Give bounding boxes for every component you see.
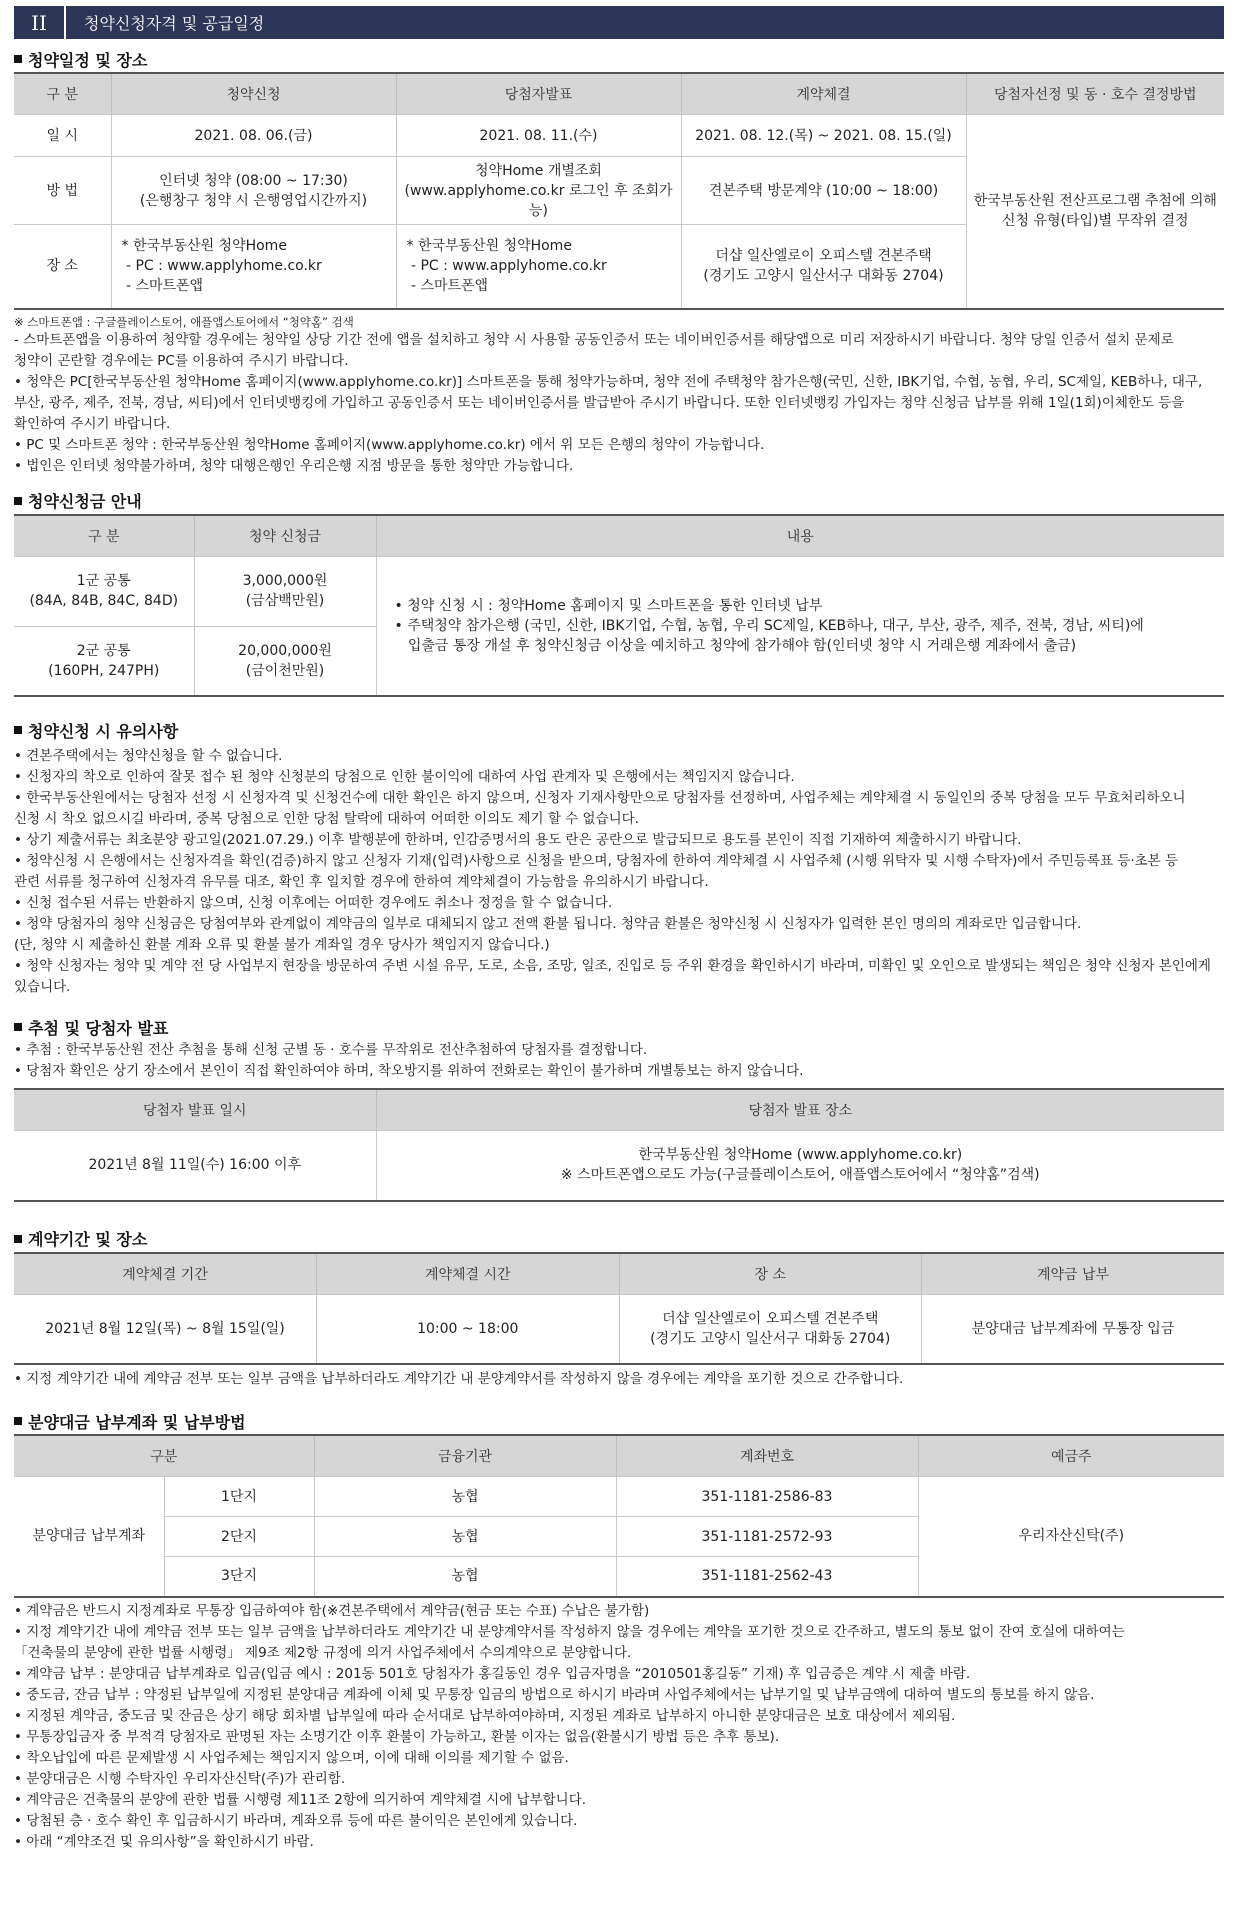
contract-cell: 2021. 08. 12.(목) ~ 2021. 08. 15.(일) [681,115,966,157]
note-item: • 중도금, 잔금 납부 : 약정된 납부일에 지정된 분양대금 계좌에 이체 및 무통장 입금의 방법으로 하시기 바라며 사업주체에서는 납부기일 및 납부금액에 대하여 별도의 통보를 하지 않음. [14,1686,1095,1703]
note-item: • 청약 신청자는 청약 및 계약 전 당 사업부지 현장을 방문하여 주변 시설 유무, 도로, 소음, 조망, 일조, 진입로 등 주위 환경을 확인하시기 바라며, 미확인 및 오인으로 발생되는 책임은 청약 신청자 본인에게 있습니다. [14,958,1211,995]
draw-section [14,1014,1224,1202]
note-item: • 청약 당첨자의 청약 신청금은 당첨여부와 관계없이 계약금의 일부로 대체되지 않고 전액 환불 됩니다. 청약금 환불은 청약신청 시 신청자가 입력한 본인 명의의 계좌로만 입금합니다. (단, 청약 시 제출하신 환불 계좌 오류 및 환불 불가 계좌일 경우 당사가 책임지지 않습니다.) [14,916,1082,953]
apply-cell: * 한국부동산원 청약Home - PC : www.applyhome.co.kr - 스마트폰앱 [111,225,396,309]
account-number-cell: 351-1181-2562-43 [616,1557,918,1597]
note-item: • 아래 “계약조건 및 유의사항”을 확인하시기 바람. [14,1833,314,1850]
note-item: • PC 및 스마트폰 청약 : 한국부동산원 청약Home 홈페이지(www.applyhome.co.kr) 에서 위 모든 은행의 청약이 가능합니다. [14,436,765,453]
note-item: • 분양대금은 시행 수탁자인 우리자산신탁(주)가 관리함. [14,1770,346,1787]
note-item: • 계약금은 건축물의 분양에 관한 법률 시행령 제11조 2항에 의거하여 계약체결 시에 납부합니다. [14,1791,587,1808]
table-header: 장 소 [619,1253,922,1295]
table-header: 구 분 [14,73,111,115]
contract-cell: 더샵 일산엘로이 오피스텔 견본주택 (경기도 고양시 일산서구 대화동 2704) [681,225,966,309]
heading-text: 청약신청 시 유의사항 [28,721,179,741]
contract-notes [14,1369,1224,1390]
note-item: • 계약금 납부 : 분양대금 납부계좌로 입금(입금 예시 : 201동 501호 당첨자가 홍길동인 경우 입금자명을 “2010501홍길동” 기재) 후 입금증은 계약 시 제출 바람. [14,1665,971,1682]
note-item: • 당첨자 확인은 상기 장소에서 본인이 직접 확인하여야 하며, 착오방지를 위하여 전화로는 확인이 불가하며 개별통보는 하지 않습니다. [14,1063,804,1079]
schedule-notes [14,330,1224,477]
table-header: 구분 [14,1435,314,1477]
table-header: 계약체결 [681,73,966,115]
section-title: 청약신청자격 및 공급일정 [84,14,265,33]
note-item: • 법인은 인터넷 청약불가하며, 청약 대행은행인 우리은행 지점 방문을 통한 청약만 가능합니다. [14,457,574,474]
table-header-row [14,1253,1224,1295]
schedule-table [14,72,1224,310]
account-section [14,1408,1224,1853]
contract-heading [14,1226,1224,1252]
caution-heading [14,717,1224,743]
method-cell: 한국부동산원 전산프로그램 추첨에 의해 신청 유형(타입)별 무작위 결정 [966,115,1224,309]
table-header-row [14,1435,1224,1477]
note-item: • 계약금은 반드시 지정계좌로 무통장 입금하여야 함(※견본주택에서 계약금(현금 또는 수표) 수납은 불가함) [14,1602,650,1619]
bullet-square-icon [14,1235,22,1243]
amount-cell: 20,000,000원 (금이천만원) [194,626,376,696]
bullet-square-icon [14,55,22,63]
table-header-row [14,515,1224,557]
table-header: 금융기관 [314,1435,616,1477]
complex-cell: 3단지 [164,1557,314,1597]
announce-cell: 2021. 08. 11.(수) [396,115,681,157]
announce-cell: 청약Home 개별조회 (www.applyhome.co.kr 로그인 후 조회가능) [396,157,681,225]
content-cell: • 청약 신청 시 : 청약Home 홈페이지 및 스마트폰을 통한 인터넷 납부 • 주택청약 참가은행 (국민, 신한, IBK기업, 수협, 농협, 우리 SC제일, KEB하나, 대구, 부산, 광주, 제주, 전북, 경남, 씨티)에 입출금 통장 개설 후 청약신청금 이상을 예치하고 청약에 참가해야 함(인터넷 청약 시 거래은행 계좌에서 출금) [376,556,1224,696]
row-label: 방 법 [14,157,111,225]
type-cell: 1군 공통 (84A, 84B, 84C, 84D) [14,556,194,626]
table-header: 계좌번호 [616,1435,918,1477]
table-header: 구 분 [14,515,194,557]
contract-time-cell: 10:00 ~ 18:00 [317,1294,620,1364]
contract-cell: 견본주택 방문계약 (10:00 ~ 18:00) [681,157,966,225]
table-header: 예금주 [918,1435,1224,1477]
note-item: • 청약신청 시 은행에서는 신청자격을 확인(검증)하지 않고 신청자 기재(입력)사항으로 신청을 받으며, 당첨자에 한하여 계약체결 시 사업주체 (시행 위탁자 및 시행 수탁자)에서 주민등록표 등·초본 등 관련 서류를 청구하여 신청자격 유무를 대조, 확인 후 일치할 경우에 한하여 계약체결이 가능함을 유의하시기 바랍니다. [14,853,1179,890]
schedule-section [14,46,1224,477]
table-header: 당첨자 발표 일시 [14,1089,376,1131]
caution-section [14,717,1224,998]
bullet-square-icon [14,497,22,505]
bullet-square-icon [14,1417,22,1425]
bank-cell: 농협 [314,1557,616,1597]
note-item: • 한국부동산원에서는 당첨자 선정 시 신청자격 및 신청건수에 대한 확인은 하지 않으며, 신청자 기재사항만으로 당첨자를 선정하며, 사업주체는 계약체결 시 동일인의 중복 당첨을 모두 무효처리하오니 신청 시 착오 없으시길 바라며, 중복 당첨으로 인한 당첨 탈락에 대하여 어떠한 이의도 제기 할 수 없습니다. [14,790,1186,827]
table-row [14,115,1224,157]
caution-notes [14,746,1224,998]
account-number-cell: 351-1181-2572-93 [616,1517,918,1557]
table-row [14,1294,1224,1364]
complex-cell: 1단지 [164,1477,314,1517]
apply-cell: 2021. 08. 06.(금) [111,115,396,157]
note-item: • 신청자의 착오로 인하여 잘못 접수 된 청약 신청분의 당첨으로 인한 불이익에 대하여 사업 관계자 및 은행에서는 책임지지 않습니다. [14,769,795,785]
table-header: 계약체결 시간 [317,1253,620,1295]
note-item: • 상기 제출서류는 최초분양 광고일(2021.07.29.) 이후 발행분에 한하며, 인감증명서의 용도 란은 공란으로 발급되므로 용도를 본인이 직접 기재하여 제출하시기 바랍니다. [14,832,1022,848]
contract-table [14,1252,1224,1366]
account-group-label: 분양대금 납부계좌 [14,1477,164,1597]
complex-cell: 2단지 [164,1517,314,1557]
heading-text: 추첨 및 당첨자 발표 [28,1018,169,1038]
note-item: • 견본주택에서는 청약신청을 할 수 없습니다. [14,748,283,764]
table-header: 청약신청 [111,73,396,115]
contract-period-cell: 2021년 8월 12일(목) ~ 8월 15일(일) [14,1294,317,1364]
apply-cell: 인터넷 청약 (08:00 ~ 17:30) (은행창구 청약 시 은행영업시간까지) [111,157,396,225]
contract-place-cell: 더샵 일산엘로이 오피스텔 견본주택 (경기도 고양시 일산서구 대화동 2704) [619,1294,922,1364]
note-item: • 추첨 : 한국부동산원 전산 추첨을 통해 신청 군별 동 · 호수를 무작위로 전산추첨하여 당첨자를 결정합니다. [14,1042,648,1058]
note-item: • 무통장입금자 중 부적격 당첨자로 판명된 자는 소명기간 이후 환불이 가능하고, 환불 이자는 없음(환불시기 방법 등은 추후 통보). [14,1728,780,1745]
bullet-square-icon [14,726,22,734]
row-label: 장 소 [14,225,111,309]
heading-text: 청약신청금 안내 [28,492,142,511]
row-label: 일 시 [14,115,111,157]
note-item: • 청약은 PC[한국부동산원 청약Home 홈페이지(www.applyhome.co.kr)] 스마트폰을 통해 청약가능하며, 청약 전에 주택청약 참가은행(국민, 신한, IBK기업, 수협, 농협, 우리, SC제일, KEB하나, 대구, 부산, 광주, 제주, 전북, 경남, 씨티)에서 인터넷뱅킹에 가입하고 공동인증서 또는 네이버인증서를 발급받아 주시기 바랍니다. 또한 인터넷뱅킹 가입자는 청약 신청금 납부를 위해 1일(1회)이체한도 등을 확인하여 주시기 바랍니다. [14,373,1203,432]
account-number-cell: 351-1181-2586-83 [616,1477,918,1517]
note-item: • 신청 접수된 서류는 반환하지 않으며, 신청 이후에는 어떠한 경우에도 취소나 정정을 할 수 없습니다. [14,895,613,911]
table-row [14,1131,1224,1201]
account-notes [14,1601,1224,1853]
deposit-heading [14,488,1224,514]
draw-place-cell: 한국부동산원 청약Home (www.applyhome.co.kr) ※ 스마트폰앱으로도 가능(구글플레이스토어, 애플앱스토어에서 “청약홈”검색) [376,1131,1224,1201]
note-item: • 지정 계약기간 내에 계약금 전부 또는 일부 금액을 납부하더라도 계약기간 내 분양계약서를 작성하지 않을 경우에는 계약을 포기한 것으로 간주합니다. [14,1371,904,1387]
deposit-table [14,514,1224,698]
contract-section [14,1226,1224,1391]
draw-heading [14,1014,1224,1040]
heading-text: 분양대금 납부계좌 및 납부방법 [28,1412,246,1432]
note-item: • 지정된 계약금, 중도금 및 잔금은 상기 해당 회차별 납부일에 따라 순서대로 납부하여야하며, 지정된 계좌로 납부하지 아니한 분양대금은 보호 대상에서 제외됨. [14,1707,956,1724]
heading-text: 청약일정 및 장소 [28,50,148,70]
table-header-row [14,73,1224,115]
table-header-row [14,1089,1224,1131]
heading-text: 계약기간 및 장소 [28,1230,148,1249]
account-holder-cell: 우리자산신탁(주) [918,1477,1224,1597]
schedule-heading [14,46,1224,72]
type-cell: 2군 공통 (160PH, 247PH) [14,626,194,696]
table-header: 당첨자선정 및 동 · 호수 결정방법 [966,73,1224,115]
table-header: 내용 [376,515,1224,557]
contract-payment-cell: 분양대금 납부계좌에 무통장 입금 [922,1294,1225,1364]
note-item: • 당첨된 층 · 호수 확인 후 입금하시기 바라며, 계좌오류 등에 따른 불이익은 본인에게 있습니다. [14,1812,578,1829]
table-header: 당첨자발표 [396,73,681,115]
amount-cell: 3,000,000원 (금삼백만원) [194,556,376,626]
small-note: ※ 스마트폰앱 : 구글플레이스토어, 애플앱스토어에서 “청약홈” 검색 [14,314,354,329]
table-header: 계약금 납부 [922,1253,1225,1295]
announce-cell: * 한국부동산원 청약Home - PC : www.applyhome.co.kr - 스마트폰앱 [396,225,681,309]
table-header: 당첨자 발표 장소 [376,1089,1224,1131]
bank-cell: 농협 [314,1517,616,1557]
draw-table [14,1088,1224,1202]
table-row [14,1477,1224,1517]
account-heading [14,1408,1224,1434]
deposit-section [14,488,1224,698]
note-item: • 착오납입에 따른 문제발생 시 사업주체는 책임지지 않으며, 이에 대해 이의를 제기할 수 없음. [14,1749,569,1766]
account-table [14,1434,1224,1598]
section-number: II [14,6,66,39]
table-header: 청약 신청금 [194,515,376,557]
draw-date-cell: 2021년 8월 11일(수) 16:00 이후 [14,1131,376,1201]
table-header: 계약체결 기간 [14,1253,317,1295]
note-item: • 지정 계약기간 내에 계약금 전부 또는 일부 금액을 납부하더라도 계약기간 내 분양계약서를 작성하지 않을 경우에는 계약을 포기한 것으로 간주하고, 별도의 통보 없이 잔여 호실에 대하여는 「건축물의 분양에 관한 법률 시행령」 제9조 제2항 규정에 의거 사업주체에서 수의계약으로 분양합니다. [14,1623,1125,1661]
section-banner [14,6,1224,39]
table-row [14,556,1224,626]
note-item: - 스마트폰앱을 이용하여 청약할 경우에는 청약일 상당 기간 전에 앱을 설치하고 청약 시 사용할 공동인증서 또는 네이버인증서를 해당앱으로 미리 저장하시기 바랍니다. 청약 당일 인증서 설치 문제로 청약이 곤란할 경우에는 PC를 이용하여 주시기 바랍니다. [14,331,1174,369]
bank-cell: 농협 [314,1477,616,1517]
draw-notes [14,1040,1224,1082]
bullet-square-icon [14,1023,22,1031]
